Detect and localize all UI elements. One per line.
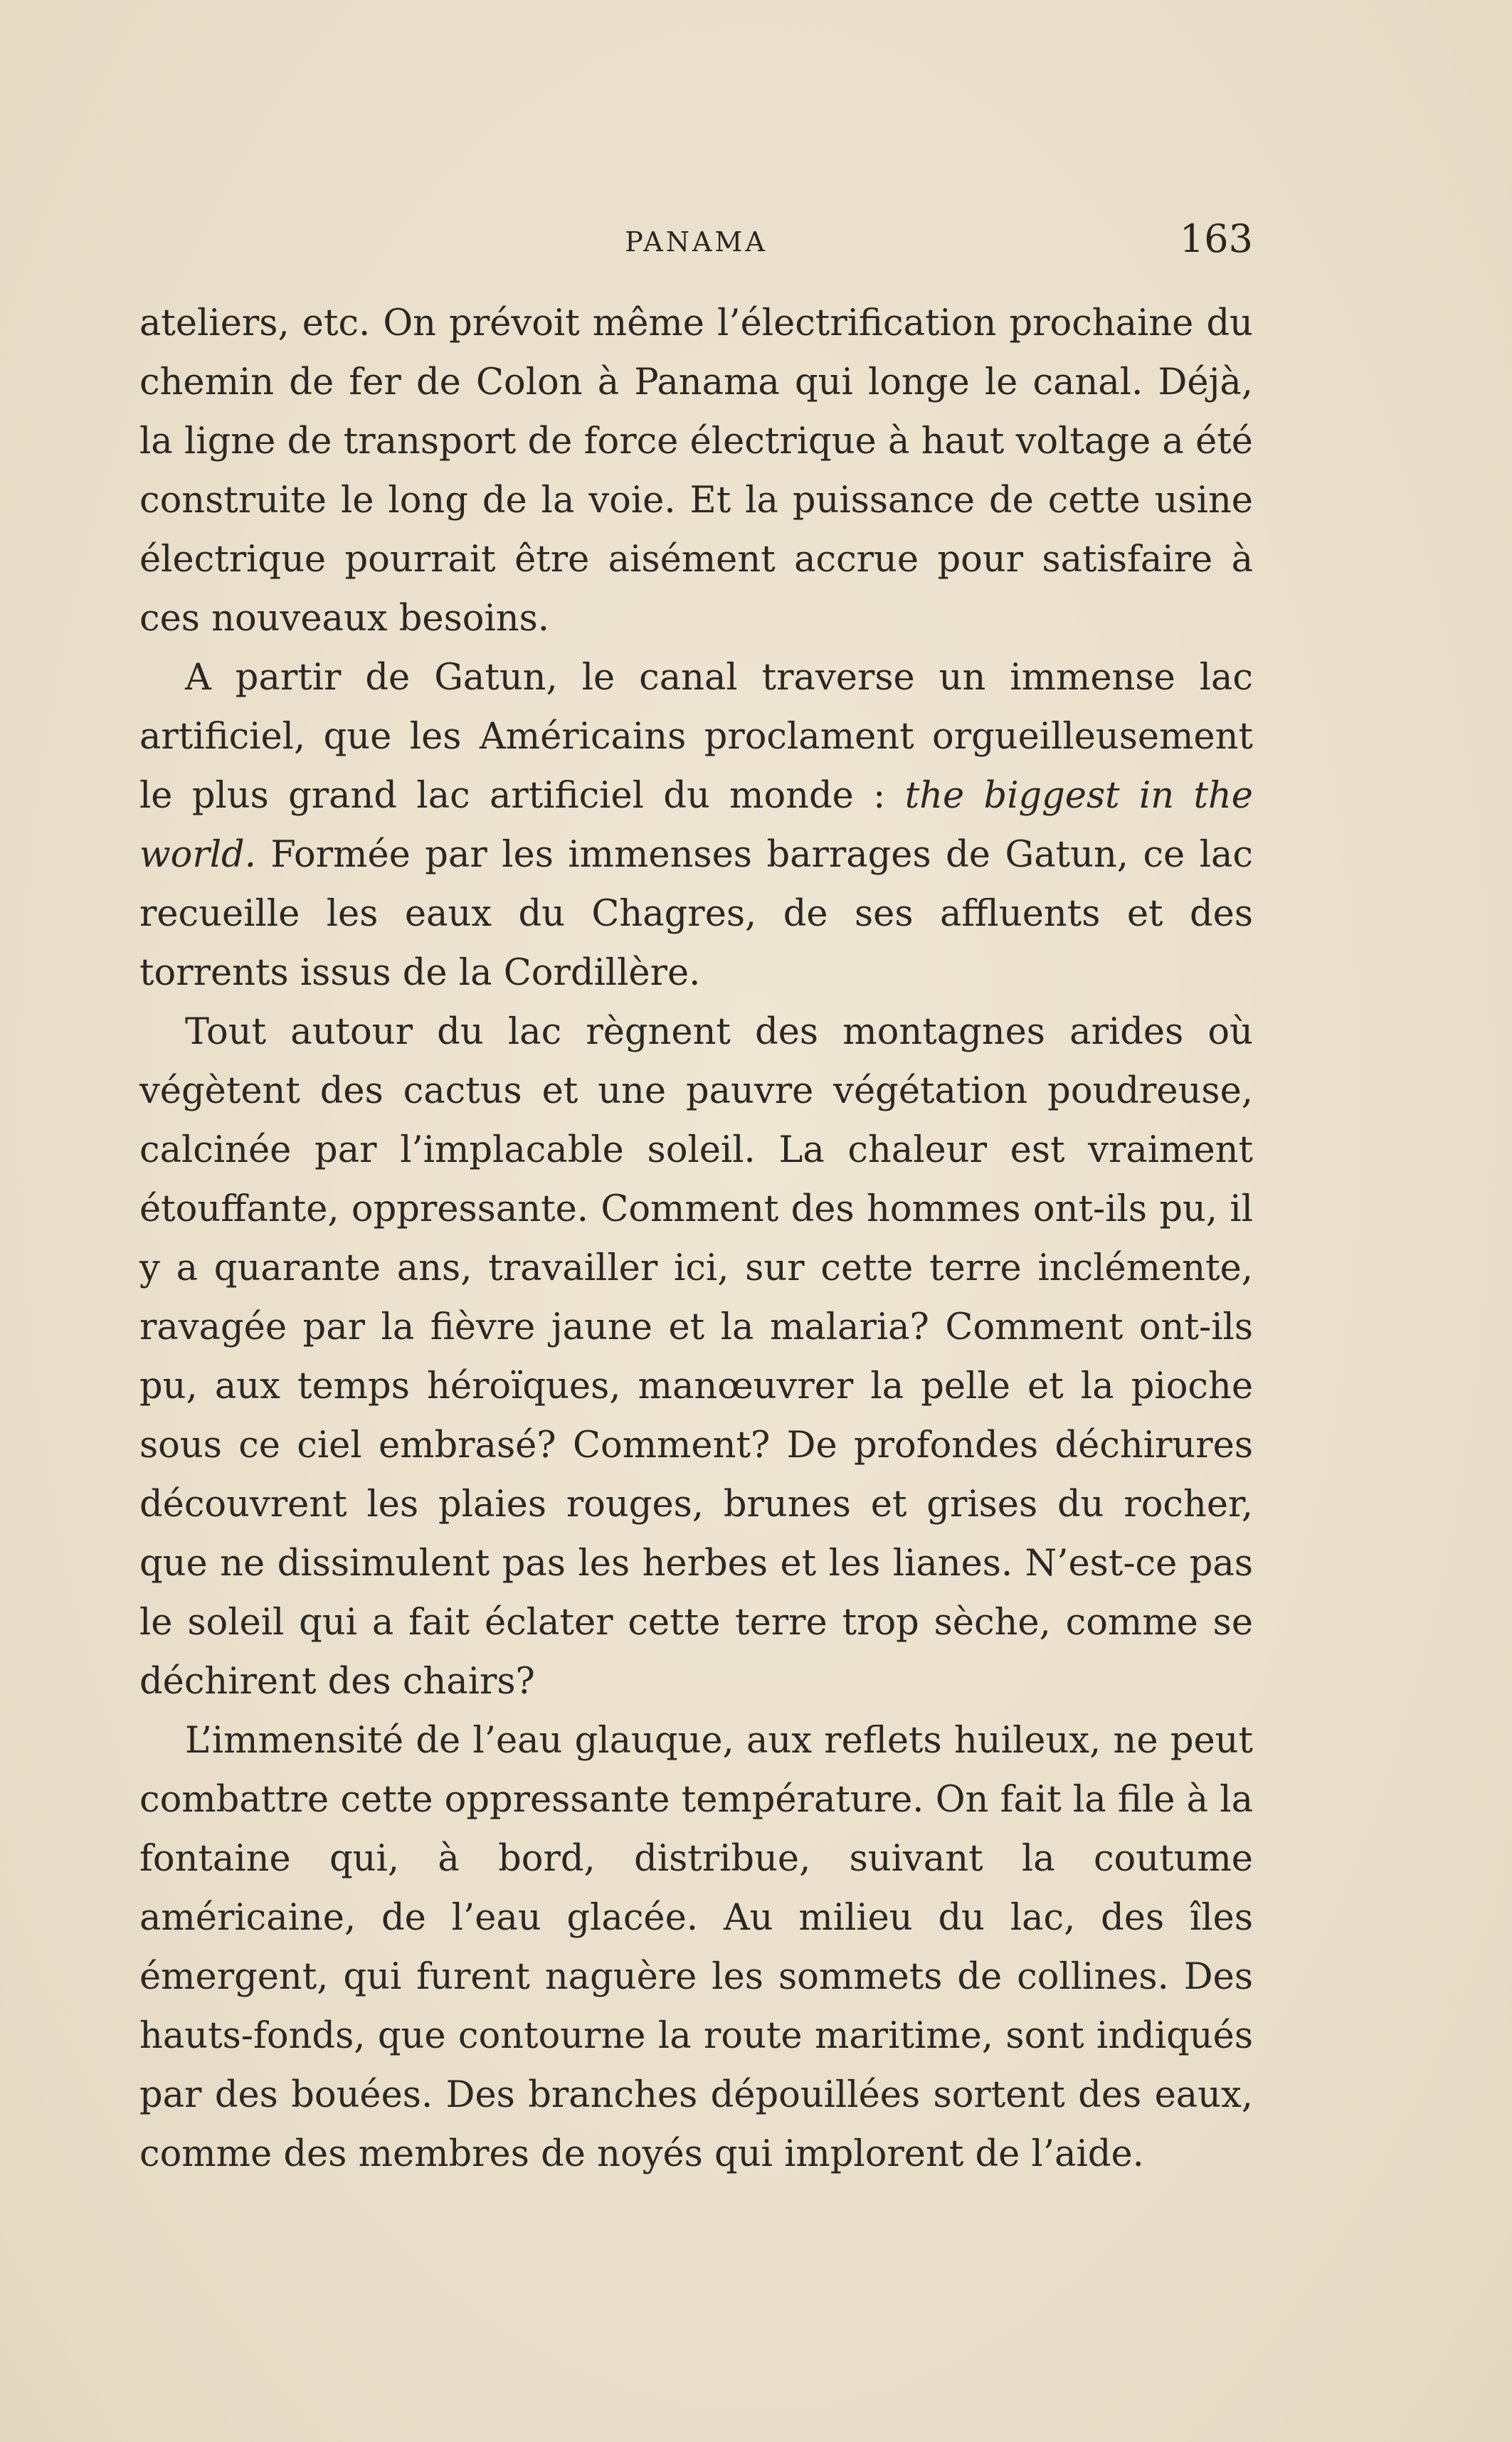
paragraph-2-italic-quote: the biggest in the world. <box>139 775 1253 876</box>
paragraph-2-text-after: Formée par les immenses barrages de Gatun, ce lac recueille les eaux du Chagres, de ses affluents et des torrents issus de la Cordillère. <box>139 834 1253 994</box>
paragraph-2 <box>139 648 1253 1003</box>
running-title: PANAMA <box>625 226 768 258</box>
body-text <box>139 294 1253 2184</box>
paragraph-4: L’immensité de l’eau glauque, aux reflets huileux, ne peut combattre cette oppressante température. On fait la file à la fontaine qui, à bord, distribue, suivant la coutume américaine, de l’eau glacée. Au milieu du lac, des îles émergent, qui furent naguère les sommets de collines. Des hauts-fonds, que contourne la route maritime, sont indiqués par des bouées. Des branches dépouillées sortent des eaux, comme des membres de noyés qui implorent de l’aide. <box>139 1720 1253 2175</box>
paragraph-2-text-before: A partir de Gatun, le canal traverse un immense lac artificiel, que les Américains proclament orgueilleusement le plus grand lac artificiel du monde : <box>139 657 1253 817</box>
paragraph-3: Tout autour du lac règnent des montagnes arides où végètent des cactus et une pauvre végétation poudreuse, calcinée par l’implacable soleil. La chaleur est vraiment étouffante, oppressante. Comment des hommes ont-ils pu, il y a quarante ans, travailler ici, sur cette terre inclémente, ravagée par la fièvre jaune et la malaria? Comment ont-ils pu, aux temps héroïques, manœuvrer la pelle et la pioche sous ce ciel embrasé? Comment? De profondes déchirures découvrent les plaies rouges, brunes et grises du rocher, que ne dissimulent pas les herbes et les lianes. N’est-ce pas le soleil qui a fait éclater cette terre trop sèche, comme se déchirent des chairs? <box>139 1011 1253 1703</box>
paragraph-1: ateliers, etc. On prévoit même l’électrification prochaine du chemin de fer de Colon à Panama qui longe le canal. Déjà, la ligne de transport de force électrique à haut voltage a été construite le long de la voie. Et la puissance de cette usine électrique pourrait être aisément accrue pour satisfaire à ces nouveaux besoins. <box>139 302 1253 640</box>
page-number: 163 <box>1179 216 1253 261</box>
page-header <box>139 213 1253 270</box>
